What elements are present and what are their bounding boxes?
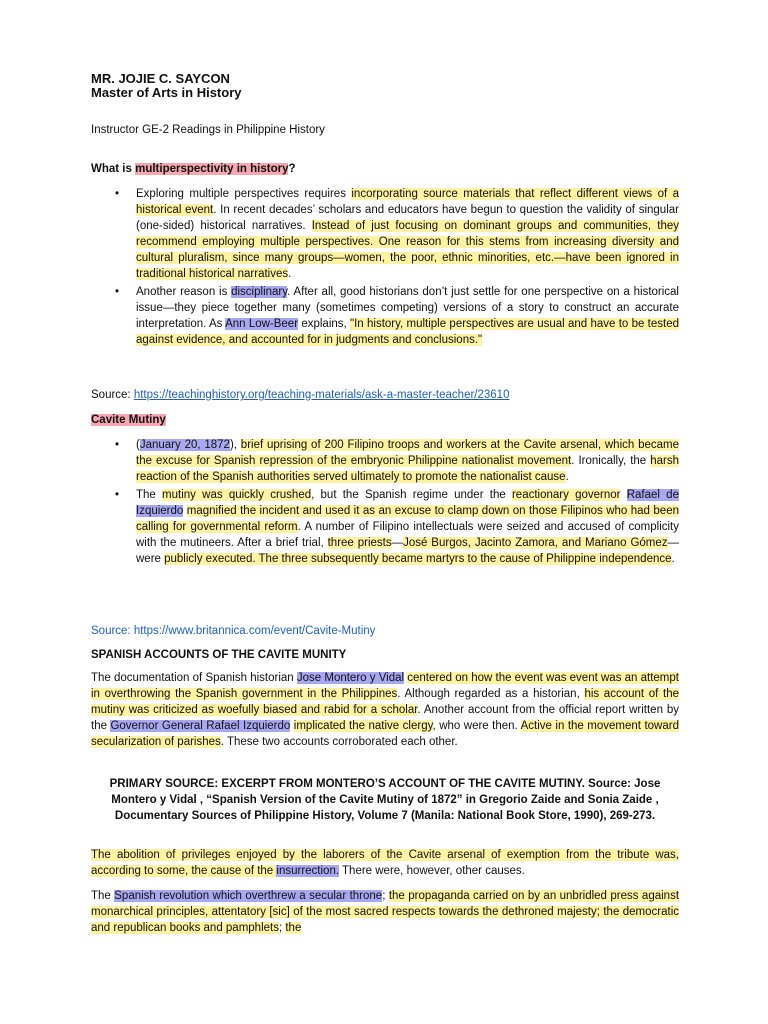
highlight: mutiny was quickly crushed xyxy=(162,489,312,501)
source-line-2 xyxy=(91,623,679,639)
list-item xyxy=(91,487,679,567)
highlight: Governor General Rafael Izquierdo xyxy=(110,720,291,732)
text xyxy=(620,489,626,501)
spanish-accounts-heading: SPANISH ACCOUNTS OF THE CAVITE MUNITY xyxy=(91,649,347,661)
highlight: three priests xyxy=(327,537,392,549)
course-line: Instructor GE-2 Readings in Philippine History xyxy=(91,124,325,136)
cavite-heading xyxy=(91,412,679,428)
question-heading xyxy=(91,161,679,177)
highlight: centered on how the event was event was an attempt in overthrowing the Spanish government in the Philippines xyxy=(91,672,679,700)
highlight: Rafael de Izquierdo xyxy=(136,489,679,517)
highlight: Active in the movement toward secularization of parishes xyxy=(91,720,679,748)
montero-paragraph-2 xyxy=(91,888,679,936)
list-item xyxy=(91,284,679,348)
question-suffix: ? xyxy=(288,163,296,175)
highlight: the xyxy=(285,922,302,934)
highlight: The abolition of privileges enjoyed by the laborers of the Cavite arsenal of exemption from the tribute was, according to some, the cause of the xyxy=(91,849,679,877)
highlight: disciplinary xyxy=(231,286,288,298)
highlight: "In history, multiple perspectives are usual and have to be tested against evidence, and accounted for in judgments and conclusions." xyxy=(136,318,679,346)
text: ( xyxy=(136,439,140,451)
text: . A number of Filipino intellectuals were seized and accused of complicity with the mutineers. After a brief trial, xyxy=(136,521,679,549)
primary-source-citation: PRIMARY SOURCE: EXCERPT FROM MONTERO’S ACCOUNT OF THE CAVITE MUTINY. Source: Jose Montero y Vidal , “Spanish Version of the Cavite Mutiny of 1872” in Gregorio Zaide and Sonia Zaide , Documentary Sources of Philippine History, Volume 7 (Manila: National Book Store, 1990), 269-273. xyxy=(109,778,661,822)
text: . These two accounts corroborated each other. xyxy=(220,736,458,748)
highlight: Spanish revolution which overthrew a secular throne xyxy=(114,890,383,902)
highlight: brief uprising of 200 Filipino troops and workers at the Cavite arsenal, which became the excuse for Spanish repression of the embryonic Philippine nationalist movement xyxy=(136,439,679,467)
text: . xyxy=(671,553,675,565)
text: The xyxy=(136,489,163,501)
text: . In recent decades’ scholars and educators have begun to question the validity of singular (one-sided) historical narratives. xyxy=(136,204,679,232)
text: — xyxy=(391,537,404,549)
multiperspectivity-list xyxy=(91,186,679,350)
highlight: reactionary governor xyxy=(511,489,621,501)
text: . Ironically, the xyxy=(571,455,651,467)
text: ; xyxy=(382,890,389,902)
text: . xyxy=(565,471,569,483)
text: There were, however, other causes. xyxy=(339,865,525,877)
question-highlight: multiperspectivity in history xyxy=(135,163,289,175)
montero-paragraph-1 xyxy=(91,847,679,879)
list-item xyxy=(91,437,679,485)
highlight: his account of the mutiny was criticized as woefully biased and rabid for a scholar xyxy=(91,688,679,716)
question-prefix: What is xyxy=(91,163,136,175)
highlight: Instead of just focusing on dominant groups and communities, they recommend employing multiple perspectives. One reason for this stems from increasing diversity and cultural pluralism, since many groups—women, the poor, ethnic minorities, etc.—have been ignored in traditional historical narratives xyxy=(136,220,679,280)
text: . xyxy=(288,268,292,280)
text: . Another account from the official report written by the xyxy=(91,704,679,732)
text: , but the Spanish regime under the xyxy=(311,489,512,501)
source-line-1 xyxy=(91,387,679,403)
highlight: the propaganda carried on by an unbridled press against monarchical principles, attentatory [sic] of the most sacred respects towards the dethroned majesty; the democratic and republican books and pamphlets xyxy=(91,890,680,934)
author-degree: Master of Arts in History xyxy=(91,85,242,100)
highlight: implicated the native clergy xyxy=(293,720,433,732)
text: The documentation of Spanish historian xyxy=(91,672,297,684)
source-link[interactable]: https://teachinghistory.org/teaching-materials/ask-a-master-teacher/23610 xyxy=(133,389,510,401)
text: Another reason is xyxy=(136,286,232,298)
list-item xyxy=(91,186,679,282)
highlight: incorporating source materials that reflect different views of a historical event xyxy=(136,188,679,216)
text: ; xyxy=(278,922,286,934)
text: ), xyxy=(229,439,241,451)
author-name: MR. JOJIE C. SAYCON xyxy=(91,71,230,86)
highlight: publicly executed. The three subsequently became martyrs to the cause of Philippine independence xyxy=(164,553,672,565)
highlight: magnified the incident and used it as an excuse to clamp down on those Filipinos who had been calling for governmental reform xyxy=(136,505,679,533)
cavite-list xyxy=(91,437,679,569)
highlight: José Burgos, Jacinto Zamora, and Mariano Gómez xyxy=(403,537,668,549)
text: , who were then. xyxy=(432,720,521,732)
highlight: Ann Low-Beer xyxy=(225,318,299,330)
highlight: harsh reaction of the Spanish authorities served ultimately to promote the nationalist cause xyxy=(136,455,679,483)
source-label: Source: xyxy=(91,389,134,401)
source-link[interactable]: Source: https://www.britannica.com/event/Cavite-Mutiny xyxy=(91,625,376,637)
text: —were xyxy=(136,537,680,565)
text: . After all, good historians don’t just settle for one perspective on a historical issue—they piece together many (sometimes competing) versions of a story to construct an accurate interpretation. As xyxy=(136,286,679,330)
text: explains, xyxy=(298,318,351,330)
cavite-heading-text: Cavite Mutiny xyxy=(91,414,166,426)
text: . Although regarded as a historian, xyxy=(397,688,585,700)
text: Exploring multiple perspectives requires xyxy=(136,188,352,200)
highlight: insurrection. xyxy=(276,865,340,877)
text: The xyxy=(91,890,115,902)
highlight: January 20, 1872 xyxy=(139,439,230,451)
spanish-accounts-paragraph xyxy=(91,670,679,750)
highlight: Jose Montero y Vidal xyxy=(296,672,405,684)
